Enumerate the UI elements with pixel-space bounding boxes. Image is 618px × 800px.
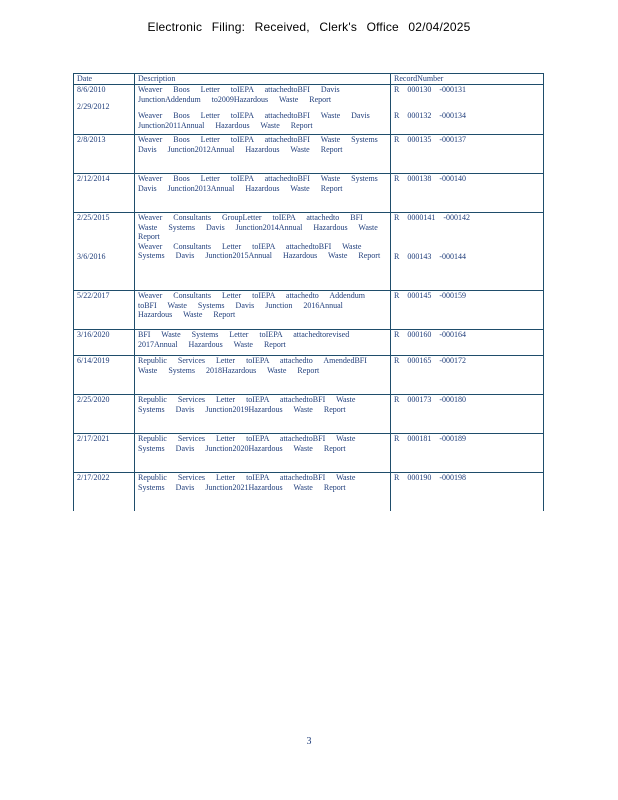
record-number-cell: R 000165 -000172: [391, 356, 544, 395]
description-cell: Republic Services Letter toIEPA attachedto AmendedBFI Waste Systems 2018Hazardous Waste Report: [135, 356, 391, 395]
date-value: 8/6/2010: [77, 85, 106, 94]
date-cell: 2/17/2022: [74, 473, 135, 511]
record-number-cell: R 000190 -000198: [391, 473, 544, 511]
record-number-value: R 000132 -000134: [394, 110, 466, 120]
description-value: Weaver Boos Letter toIEPA attachedtoBFI Davis JunctionAddendum to2009Hazardous Waste Report: [138, 85, 340, 104]
record-number-cell: [391, 85, 544, 135]
table-row: [74, 356, 544, 395]
description-cell: Republic Services Letter toIEPA attachedtoBFI Waste Systems Davis Junction2020Hazardous Waste Report: [135, 434, 391, 473]
date-cell: 6/14/2019: [74, 356, 135, 395]
table-row: [74, 213, 544, 291]
date-cell: 2/25/2020: [74, 395, 135, 434]
table-row: [74, 473, 544, 511]
date-cell: 5/22/2017: [74, 291, 135, 330]
table-row: [74, 174, 544, 213]
table-header-row: [74, 74, 544, 85]
date-cell: 3/16/2020: [74, 330, 135, 356]
record-number-value: R 000143 -000144: [394, 251, 466, 261]
filing-stamp-header: Electronic Filing: Received, Clerk's Office 02/04/2025: [147, 20, 471, 34]
record-number-cell: R 000181 -000189: [391, 434, 544, 473]
date-value: 2/25/2015: [77, 213, 110, 222]
description-cell: Weaver Boos Letter toIEPA attachedtoBFI Waste Systems Davis Junction2013Annual Hazardous Waste Report: [135, 174, 391, 213]
column-header-description: Description: [135, 74, 391, 85]
description-cell: [135, 213, 391, 291]
date-cell: 2/8/2013: [74, 135, 135, 174]
table-row: [74, 434, 544, 473]
date-cell: 2/17/2021: [74, 434, 135, 473]
description-cell: Weaver Boos Letter toIEPA attachedtoBFI Waste Systems Davis Junction2012Annual Hazardous Waste Report: [135, 135, 391, 174]
record-number-cell: [391, 213, 544, 291]
description-cell: Republic Services Letter toIEPA attachedtoBFI Waste Systems Davis Junction2021Hazardous Waste Report: [135, 473, 391, 511]
date-cell: [74, 213, 135, 291]
description-cell: Republic Services Letter toIEPA attachedtoBFI Waste Systems Davis Junction2019Hazardous Waste Report: [135, 395, 391, 434]
column-header-record-number: RecordNumber: [391, 74, 544, 85]
record-number-cell: R 000160 -000164: [391, 330, 544, 356]
description-value: Weaver Boos Letter toIEPA attachedtoBFI Waste Davis Junction2011Annual Hazardous Waste Report: [138, 111, 370, 130]
table-row: [74, 291, 544, 330]
record-number-value: R 0000141 -000142: [394, 213, 470, 222]
date-value: 3/6/2016: [77, 251, 106, 261]
record-number-cell: R 000145 -000159: [391, 291, 544, 330]
table-row: [74, 135, 544, 174]
date-value: 2/29/2012: [77, 101, 110, 111]
record-number-cell: R 000135 -000137: [391, 135, 544, 174]
description-cell: BFI Waste Systems Letter toIEPA attachedtorevised 2017Annual Hazardous Waste Report: [135, 330, 391, 356]
description-value: Weaver Consultants GroupLetter toIEPA attachedto BFI Waste Systems Davis Junction2014Annual Hazardous Waste Report: [138, 213, 378, 242]
record-number-cell: R 000173 -000180: [391, 395, 544, 434]
record-index-table: [73, 73, 544, 511]
table-row: [74, 85, 544, 135]
column-header-date: Date: [74, 74, 135, 85]
record-number-value: R 000130 -000131: [394, 85, 466, 94]
table-row: [74, 395, 544, 434]
description-value: Weaver Consultants Letter toIEPA attachedtoBFI Waste Systems Davis Junction2015Annual Hazardous Waste Report: [138, 241, 381, 261]
date-cell: 2/12/2014: [74, 174, 135, 213]
page-number: 3: [306, 736, 312, 747]
record-number-cell: R 000138 -000140: [391, 174, 544, 213]
description-cell: [135, 85, 391, 135]
table-row: [74, 330, 544, 356]
date-cell: [74, 85, 135, 135]
description-cell: Weaver Consultants Letter toIEPA attachedto Addendum toBFI Waste Systems Davis Junction 2016Annual Hazardous Waste Report: [135, 291, 391, 330]
